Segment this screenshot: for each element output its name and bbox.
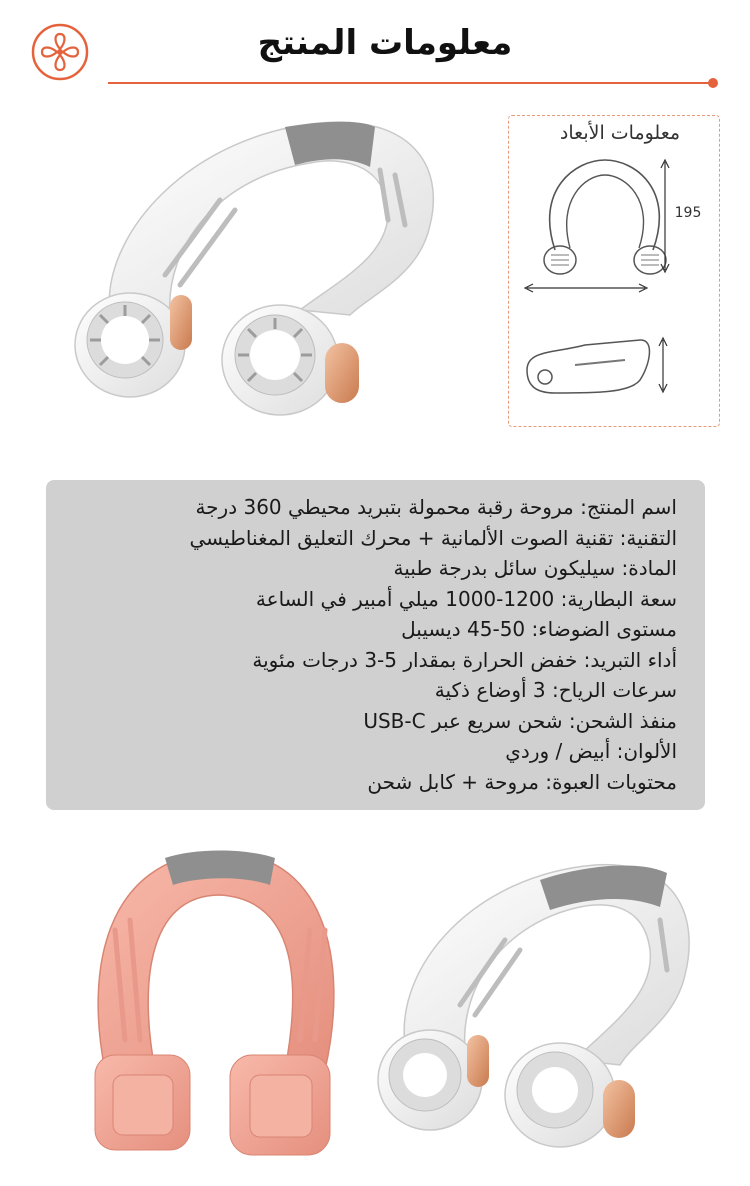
fan-icon <box>30 22 90 82</box>
dimension-height-value: 195 <box>674 205 702 221</box>
spec-material: المادة: سيليكون سائل بدرجة طبية <box>393 556 677 580</box>
dimension-front-drawing <box>515 150 715 300</box>
neck-fan-pink-image <box>85 840 370 1160</box>
dimensions-title: معلومات الأبعاد <box>559 122 681 144</box>
dimension-side-drawing <box>515 325 715 415</box>
spec-battery: سعة البطارية: 1200-1000 ميلي أمبير في الساعة <box>255 586 677 611</box>
title-divider <box>108 82 714 84</box>
spec-colors: الألوان: أبيض / وردي <box>505 739 677 763</box>
spec-wind-speeds: سرعات الرياح: 3 أوضاع ذكية <box>434 678 677 702</box>
specs-panel <box>46 480 705 810</box>
neck-fan-white-angled-image <box>375 855 705 1155</box>
spec-package-contents: محتويات العبوة: مروحة + كابل شحن <box>367 769 677 794</box>
spec-noise: مستوى الضوضاء: 50-45 ديسيبل <box>401 617 677 641</box>
neck-fan-white-image <box>70 115 450 425</box>
spec-cooling: أداء التبريد: خفض الحرارة بمقدار 5-3 درجات مئوية <box>252 647 677 672</box>
spec-technology: التقنية: تقنية الصوت الألمانية + محرك التعليق المغناطيسي <box>189 525 677 550</box>
spec-product-name: اسم المنتج: مروحة رقبة محمولة بتبريد محيطي 360 درجة <box>195 495 677 519</box>
spec-charging-port: منفذ الشحن: شحن سريع عبر USB-C <box>363 708 677 733</box>
page-title: معلومات المنتج <box>257 23 513 63</box>
title-divider-dot <box>708 78 718 88</box>
